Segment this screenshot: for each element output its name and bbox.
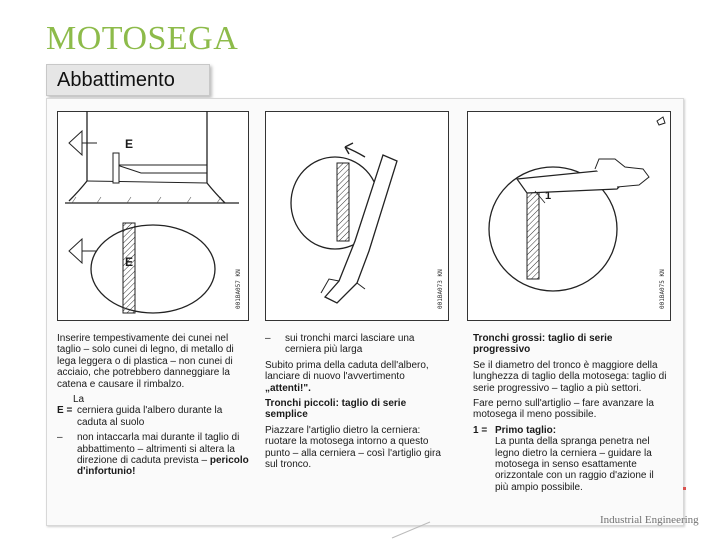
col3-item-key: 1 =	[473, 424, 488, 436]
slide-title: MOTOSEGA	[46, 20, 239, 57]
footer-accent-dot	[683, 487, 686, 490]
fig1-label-top: E	[125, 137, 134, 151]
fig3-label: 1	[545, 190, 552, 202]
col1-dash-item	[57, 432, 249, 478]
col2-dash-text: sui tronchi marci lasciare una cerniera più larga	[285, 333, 415, 356]
col2-dash: –	[265, 333, 271, 344]
figure-hinge-diagram	[57, 111, 249, 321]
col1-e-text: cerniera guida l'albero durante la caduta al suolo	[77, 405, 223, 428]
figure-large-trunk-cut	[467, 111, 671, 321]
col3-item-text: La punta della spranga penetra nel legno dietro la cerniera – guidare la motosega in senso esattamente orizzontale con un raggio d'azione il più ampio possibile.	[495, 436, 654, 493]
col2-paragraph-2: Piazzare l'artiglio dietro la cerniera: ruotare la motosega intorno a questo punto – alla cerniera – così l'artiglio gira sul tronco.	[265, 424, 441, 471]
manual-page	[46, 98, 684, 526]
col2-paragraph: Subito prima della caduta dell'albero, lanciare di nuovo l'avvertimento	[265, 359, 429, 383]
col1-e-pre: La	[73, 394, 85, 406]
figure-small-trunk-cut	[265, 111, 449, 321]
col1-dash-text-2: altrimenti si altera la direzione di caduta prevista –	[77, 443, 235, 467]
col2-dash-item	[265, 333, 449, 356]
col3-item	[473, 425, 669, 493]
col3-heading: Tronchi grossi: taglio di serie progressivo	[473, 333, 613, 356]
slide-subtitle-box	[46, 64, 210, 96]
fig3-code: 001BA075 KN	[659, 269, 666, 309]
col1-e-key: E =	[57, 405, 73, 417]
col2-paragraph-bold: „attenti!".	[265, 382, 311, 394]
fig1-label-bottom: E	[125, 255, 134, 269]
col1-dash: –	[57, 432, 63, 444]
col3-item-head: Primo taglio:	[495, 424, 557, 436]
text-column-2	[265, 333, 449, 474]
text-column-1	[57, 333, 249, 478]
col2-heading: Tronchi piccoli: taglio di serie semplice	[265, 398, 407, 421]
col3-paragraph-1: Se il diametro del tronco è maggiore della lunghezza di taglio della motosega: taglio di serie progressivo – taglio a più settori.	[473, 359, 667, 394]
col1-paragraph: Inserire tempestivamente dei cunei nel taglio – solo cunei di legno, di metallo di lega leggera o di plastica – non cunei di acciaio, che potrebbero danneggiare la catena e causare il rimbalzo.	[57, 333, 234, 390]
decorative-line	[390, 500, 450, 540]
fig1-code: 001BA057 KN	[235, 269, 242, 309]
col3-paragraph-2: Fare perno sull'artiglio – fare avanzare la motosega il meno possibile.	[473, 398, 654, 421]
footer-brand: Industrial Engineering	[600, 514, 699, 526]
fig2-code: 001BA073 KN	[437, 269, 444, 309]
col1-dash-text-1: non intaccarla mai durante il taglio di abbattimento –	[77, 432, 240, 455]
col1-dash-bold: pericolo d'infortunio!	[77, 455, 249, 478]
col1-e-definition	[57, 405, 249, 428]
text-column-3	[473, 333, 669, 493]
slide-subtitle: Abbattimento	[57, 69, 175, 91]
